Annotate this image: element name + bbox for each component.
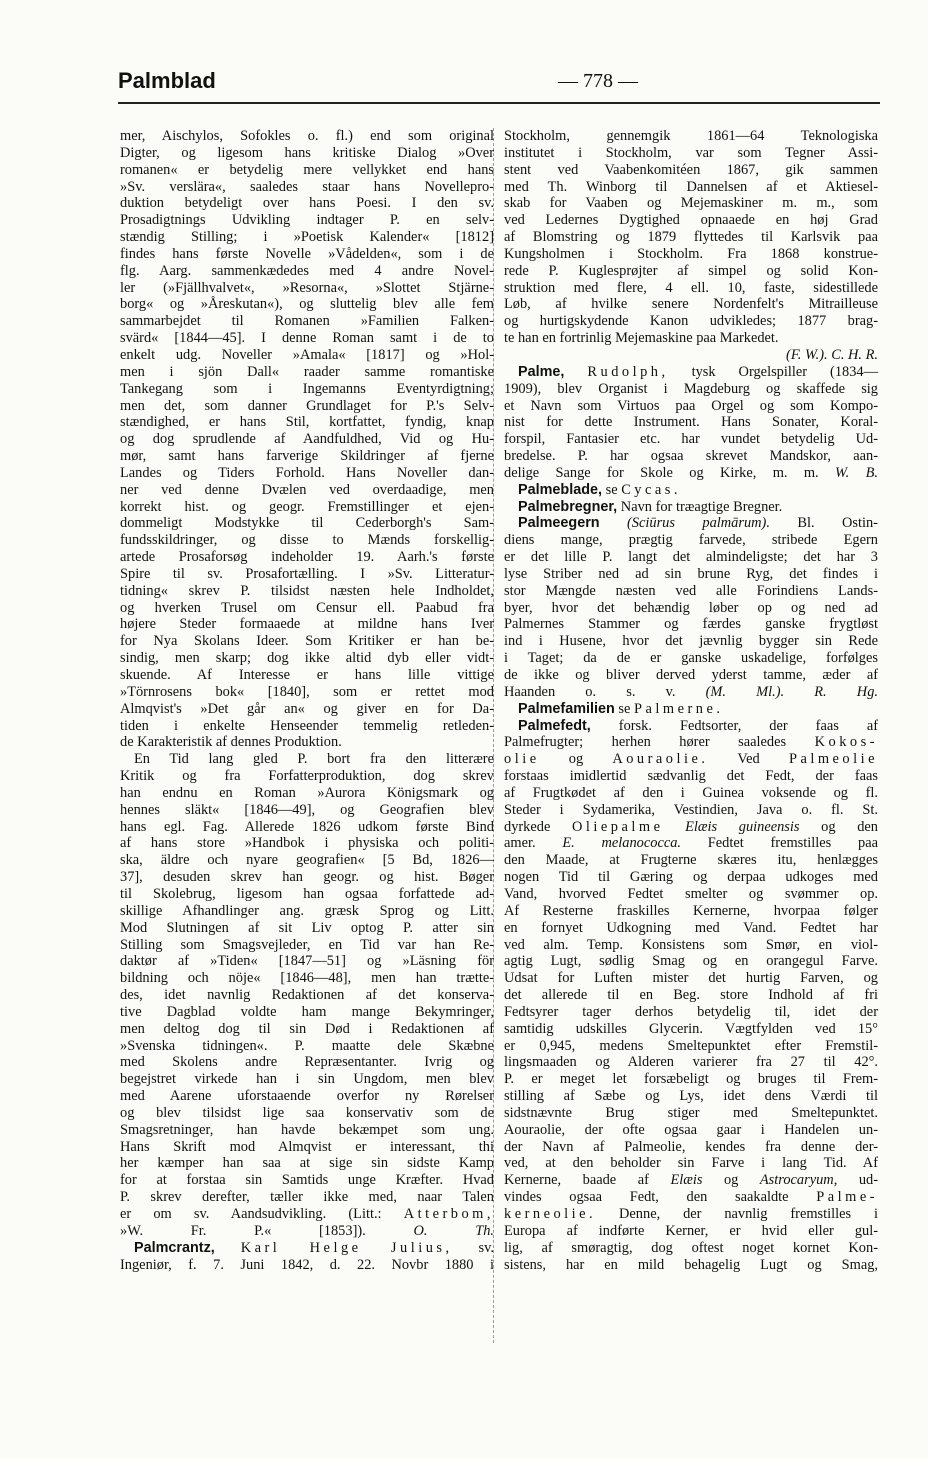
text-line: og hurtigskydende Kanon udvikledes; 1877 brag- [504,313,878,330]
text-line: ner ved denne Dvælen ved overdaadige, men [120,481,494,498]
text-line [504,701,878,718]
text-fragment: Denne, der navnlig fremstilles i [619,1206,878,1222]
signature: W. B. [835,464,878,481]
text-line: er 0,945, medens Smeltepunktet efter Fremstil- [504,1037,878,1054]
text-line: Hans Skrift mod Almqvist er interessant, thi [120,1138,494,1155]
page-header [118,68,878,102]
text-line: struktion med flere, 4 ell. 10, faste, sidestillede [504,279,878,296]
text-line: stilling af Sæbe og Lys, idet dens Værdi til [504,1088,878,1105]
text-line: te han en fortrinlig Mejemaskine paa Markedet. [504,330,779,347]
text-line [504,1172,878,1189]
text-line: her kæmper han saa at sige sin sidste Kamp [120,1155,494,1172]
text-line: Fedtsyrer tager derhos betydelig til, idet der [504,1003,878,1020]
text-line: 1909), blev Organist i Magdeburg og skaffede sig [504,380,878,397]
text-line: og dog sprudlende af Aandfuldhed, Vid og Hu- [120,431,494,448]
text-line: dommeligt Modstykke til Cederborgh's Sam- [120,515,494,532]
text-line: Digter, og ligesom hans kritiske Dialog »Over [120,144,494,161]
text-fragment: Kernerne, baade af [504,1172,649,1189]
text-line: skuende. Af Interesse er hans lille vittige [120,667,494,683]
text-line [504,835,878,852]
text-line: Almqvist's »Det går an« og giver en for Da- [120,700,494,717]
latin-name: Elæis [670,1172,703,1189]
text-line: sammarbejdet til Romanen »Familien Falken- [120,313,494,330]
headword: Palme, [518,363,565,380]
text-line: Landes og Tiders Forhold. Hans Noveller dan- [120,464,494,481]
text-line [504,718,878,735]
text-line: enkelt udg. Noveller »Amala« [1817] og »Hol- [120,346,494,363]
text-line [504,734,878,751]
text-line: des, idet navnlig Redaktionen af det konserva- [120,987,494,1004]
entry-palmebregner [504,499,878,516]
text-line: af Frugtkødet af den i Guinea voksende og fl. [504,784,878,801]
text-line: svärd« [1844—45]. I denne Roman samt i de to [120,330,494,347]
spaced-name: Karl Helge Julius, [240,1239,453,1256]
text-fragment: Navn for træagtige Bregner. [620,498,783,515]
text-line: tidning« skrev P. tilsidst næsten hele Indholdet, [120,582,494,599]
text-line: med Skolens andre Repræsentanter. Ivrig og [120,1054,494,1071]
text-line: begejstret virkede han i sin Ungdom, men blev [120,1071,494,1088]
text-line [120,1240,494,1257]
text-line: daktør af »Tiden« [1847—51] og »Läsning för [120,953,494,970]
signature: O. Th. [413,1222,494,1239]
text-line: er det lille P. langt det almindeligste; det har 3 [504,549,878,566]
text-line: af hans store »Handbok i physiska och politi- [120,835,494,852]
text-line: Prosadigtnings Udvikling indtager P. en selv- [120,212,494,229]
text-fragment: »W. Fr. P.« [1853]). [120,1222,366,1239]
text-line: og hverken Trusel om Censur ell. Paabud fra [120,599,494,616]
text-line: P. er meget let forsæbeligt og bruges til Frem- [504,1071,878,1088]
text-line: Spire til sv. Prosafortælling. I »Sv. Litteratur- [120,565,494,582]
text-line: hennes släkt« [1846—49], og Geografien blev [120,801,494,818]
palmblad-entry-continued [120,128,494,1240]
text-fragment: og [568,751,584,768]
text-line: »Sv. verslära«, saaledes staar hans Novellepro- [120,178,494,195]
text-line: tiden i enkelte Henseender temmelig retleden- [120,717,494,734]
text-line: skab for Vaaben og Mejemaskiner m. m., som [504,195,878,212]
right-column [504,128,878,1273]
headword: Palmefedt, [518,717,591,734]
text-line: Vand, hvorved Fedtet smelter og svømmer op. [504,885,878,902]
text-line: men det, som danner Grundlaget for P.'s Selv- [120,397,494,414]
spaced-term: Aouraolie. [612,751,709,768]
text-line: romanen« er betydelig mere vellykket end hans [120,161,494,178]
latin-name: (Sciūrus palmārum). [627,515,770,532]
text-line: til Skolebrug, ligesom han ogsaa forfattede ad- [120,885,494,902]
text-line: agtig Lugt, sødlig Smag og en orangegul Farve. [504,953,878,970]
text-fragment: forsk. Fedtsorter, der faas af [618,717,878,734]
spaced-term: olie [504,751,540,768]
text-line: samtidig udskilles Glycerin. Vægtfylden ved 15° [504,1020,878,1037]
text-line: P. skrev derefter, tæller ikke med, naar Talen [120,1189,494,1206]
text-line: hans egl. Fag. Allerede 1826 udkom første Bind [120,818,494,835]
text-line: et Navn som Virtuos paa Orgel og som Kompo- [504,397,878,414]
text-line: nist for dette Instrument. Hans Sonater, Koral- [504,414,878,431]
text-line [504,482,878,499]
latin-name: Astrocaryum, [759,1172,838,1189]
text-line: Palmernes Stammer og færdes ganske frygtløst [504,616,878,633]
text-fragment: og [723,1172,739,1189]
text-line: stent ved Vaabenkomitéen 1867, gik sammen [504,161,878,178]
text-line: forstaas imidlertid sædvanlig det Fedt, der faas [504,768,878,785]
text-line: Smagsretninger, han havde bekæmpet som ung. [120,1121,494,1138]
latin-name: Elæis guineensis [685,818,800,835]
text-line: stændighed, er hans Stil, kortfattet, fyndig, knap [120,414,494,431]
text-line: men i sjön Dall« raader samme romantiske [120,363,494,380]
text-line: for at forstaa sin Samtids unge Kræfter. Hvad [120,1172,494,1189]
text-fragment: ud- [858,1172,879,1189]
text-line: nogen Tid til Gæring og derpaa udkoges med [504,869,878,886]
text-line [504,1189,878,1206]
text-fragment: Fedtet fremstilles paa [707,835,878,852]
spaced-term: Palmeolie [788,751,878,768]
spaced-name: Rudolph, [587,363,669,380]
spaced-term: Palme- [816,1189,878,1206]
text-line: i Taget; da de er ganske uskadelige, forfølges [504,650,878,667]
text-line: de ikke og bliver derved yderst tamme, æder af [504,667,878,683]
text-line: sindig, men skarp; dog ikke altid dyb eller vidt- [120,650,494,667]
text-line: Mod Slutningen af sit Liv optog P. atter sin [120,919,494,936]
text-fragment: og den [821,818,878,835]
text-line: de Karakteristik af dennes Produktion. [120,734,342,751]
text-line: bildning och nöje« [1846—48], men han trætte- [120,970,494,987]
text-line: bredelse. P. har ogsaa skrevet Mandskor, aan- [504,448,878,465]
entry-palme [504,364,878,482]
text-line [504,515,878,532]
latin-name: E. melanococca. [562,835,682,852]
text-line: borg« og »Åreskutan«), og sluttelig blev alle fem [120,296,494,313]
text-line: Af Resterne fraskilles Kernerne, hvorpaa følger [504,902,878,919]
text-line: Stilling som Smagsvejleder, en Tid var han Re- [120,936,494,953]
text-line: Kungsholmen i Stockholm. Fra 1868 konstrue- [504,245,878,262]
text-line: korrekt hist. og geogr. Fremstillinger et ejen- [120,498,494,515]
text-line: diens mange, prægtig farvede, stribede Egern [504,532,878,549]
text-line: Kritik og fra Forfatterproduktion, dog skrev [120,768,494,785]
text-fragment: Haanden o. s. v. [504,683,676,700]
signature: (M. Ml.). R. Hg. [705,683,878,700]
text-line: af Blomstring og 1879 flyttedes til Karlsvik paa [504,229,878,246]
text-line: der Navn af Palmeolie, kendes fra denne der- [504,1138,878,1155]
text-line: men deltog dog til sin Død i Redaktionen af [120,1020,494,1037]
text-line: Aouraolie, der ofte ogsaa gaar i Handelen un- [504,1121,878,1138]
text-line: den Maade, at Frugterne skæres itu, henlægges [504,852,878,869]
text-line: ved Ledernes Dygtighed opnaaede en høj Grad [504,212,878,229]
spaced-term: Kokos- [814,734,878,751]
text-line: Ingeniør, f. 7. Juni 1842, d. 22. Novbr 1880 i [120,1256,494,1273]
text-line: fundsskildringer, og disse to Mænds forskellig- [120,532,494,549]
text-line: lingsmaaden og Alderen varierer fra 27 til 42°. [504,1054,878,1071]
text-line: han endnu en Roman »Aurora Königsmark og [120,784,494,801]
text-line [504,684,878,701]
left-column [120,128,494,1273]
signature: (F. W.). C. H. R. [786,346,878,363]
entry-palmcrantz [120,1240,494,1274]
text-line: ved alm. Temp. Konsistens som Smør, en viol- [504,936,878,953]
text-line: »Svenska tidningen«. P. maatte dele Skæbne [120,1037,494,1054]
text-fragment: dyrkede [504,818,551,835]
text-line: stændig Stilling; i »Poetisk Kalender« [1812] [120,229,494,246]
text-fragment: Palmefrugter; herhen hører saaledes [504,734,787,751]
text-line: 37], desuden skrev han geogr. og hist. Bøger [120,869,494,886]
entry-palmefedt [504,718,878,1274]
text-line: En Tid lang gled P. bort fra den litterære [134,751,494,768]
text-line: og blev tilsidst lige saa konservativ som de [120,1104,494,1121]
cross-ref: Palmerne. [634,700,724,717]
text-line: Tankegang som i Ingemanns Eventyrdigtning; [120,380,494,397]
text-line: sistens, har en mild behagelig Lugt og Smag, [504,1256,878,1273]
text-line: Steder i Sydamerika, Vestindien, Java o. fl. St. [504,801,878,818]
text-fragment: er om sv. Aandsudvikling. (Litt.: [120,1206,382,1222]
headword: Palmcrantz, [134,1239,215,1256]
text-fragment: tysk Orgelspiller (1834— [691,363,878,380]
page-number: — 778 — [558,70,638,92]
see-ref: se [605,481,618,498]
text-line: lig, af smøragtig, dog oftest noget kornet Kon- [504,1239,878,1256]
text-line: byer, hvor det behændig løber op og ned ad [504,599,878,616]
cross-ref: Cycas. [621,481,681,498]
text-line: ved, at den beholder sin Farve i lang Tid. Af [504,1155,878,1172]
text-line [504,751,878,768]
headword: Palmeegern [518,515,600,532]
text-line: lyse Striber ned ad sin brune Ryg, det findes i [504,565,878,582]
text-fragment: Ved [737,751,760,768]
text-fragment: sv. [478,1239,494,1256]
spaced-term: kerneolie. [504,1206,597,1222]
text-line: flg. Aarg. sammenkædedes med 4 andre Novel- [120,262,494,279]
see-ref: se [618,700,631,717]
text-line: findes hans første Novelle »Vådelden«, som i de [120,245,494,262]
text-line [120,1223,494,1240]
text-fragment: Bl. Ostin- [797,515,878,532]
text-line: med Aarene uforstaaende overfor ny Rørelser [120,1088,494,1105]
text-line: artede Prosaforsøg indeholder 19. Aarh.'s første [120,549,494,566]
headword: Palmebregner, [518,498,618,515]
text-line: ler (»Fjällhvalvet«, »Resorna«, »Slottet Stjärne- [120,279,494,296]
text-line: duktion betydeligt over hans Poesi. I den sv. [120,195,494,212]
text-line: en fornyet Udkogning med Vand. Fedtet har [504,919,878,936]
text-fragment: delige Sange for Skole og Kirke, m. m. [504,464,819,481]
text-line: med Th. Winborg til Dannelsen af et Aktiesel- [504,178,878,195]
text-line: mer, Aischylos, Sofokles o. fl.) end som original [120,128,494,144]
text-line [504,364,878,381]
text-line: mør, samt hans farverige Skildringer af fjerne [120,448,494,465]
spaced-term: Oliepalme [572,818,664,835]
text-line: tive Dagblad voldte ham mange Bekymringer, [120,1003,494,1020]
text-fragment: vindes ogsaa Fedt, den saakaldte [504,1189,789,1206]
text-line [504,1206,878,1223]
text-line: forspil, Fantasier etc. har vundet betydelig Ud- [504,431,878,448]
text-line [504,499,878,516]
text-line [504,819,878,836]
text-line: højere Steder formaaede at mildne hans Iver [120,616,494,633]
text-line [120,1206,494,1223]
text-line: ind i Husene, hvor det jævnlig bygger sin Rede [504,633,878,650]
text-line: for Nya Skolans Ideer. Som Kritiker er han be- [120,633,494,650]
text-line: Løb, af hvilke senere Nordenfelt's Mitrailleuse [504,296,878,313]
text-line: sidstnævnte Brug stiger med Smeltepunktet. [504,1104,878,1121]
text-line: Udsat for Luften mister det hurtig Farven, og [504,970,878,987]
palmcrantz-entry-continued [504,128,878,364]
text-line: »Törnrosens bok« [1840], som er rettet mod [120,683,494,700]
headword: Palmefamilien [518,700,615,717]
spaced-name: Atterbom, [403,1206,494,1222]
text-line: institutet i Stockholm, var som Tegner Assi- [504,144,878,161]
text-line: Stockholm, gennemgik 1861—64 Teknologiska [504,128,878,144]
header-rule [118,102,880,104]
text-line: ska, äldre och nyare geografien« [5 Bd, 1826— [120,852,494,869]
entry-palmeegern [504,515,878,700]
text-line: rede P. Kuglesprøjter af simpel og solid Kon- [504,262,878,279]
text-line [504,465,878,482]
running-head-word: Palmblad [118,68,216,93]
text-line: Europa af indførte Kerner, er hvid eller gul- [504,1222,878,1239]
text-line: skillige Afhandlinger ang. græsk Sprog og Litt. [120,902,494,919]
text-fragment: amer. [504,835,536,852]
text-line: stor Mængde næsten ved alle Forindiens Lands- [504,582,878,599]
entry-palmeblade [504,482,878,499]
text-line: det allerede til en Beg. store Indhold af fri [504,987,878,1004]
headword: Palmeblade, [518,481,602,498]
entry-palmefamilien [504,701,878,718]
